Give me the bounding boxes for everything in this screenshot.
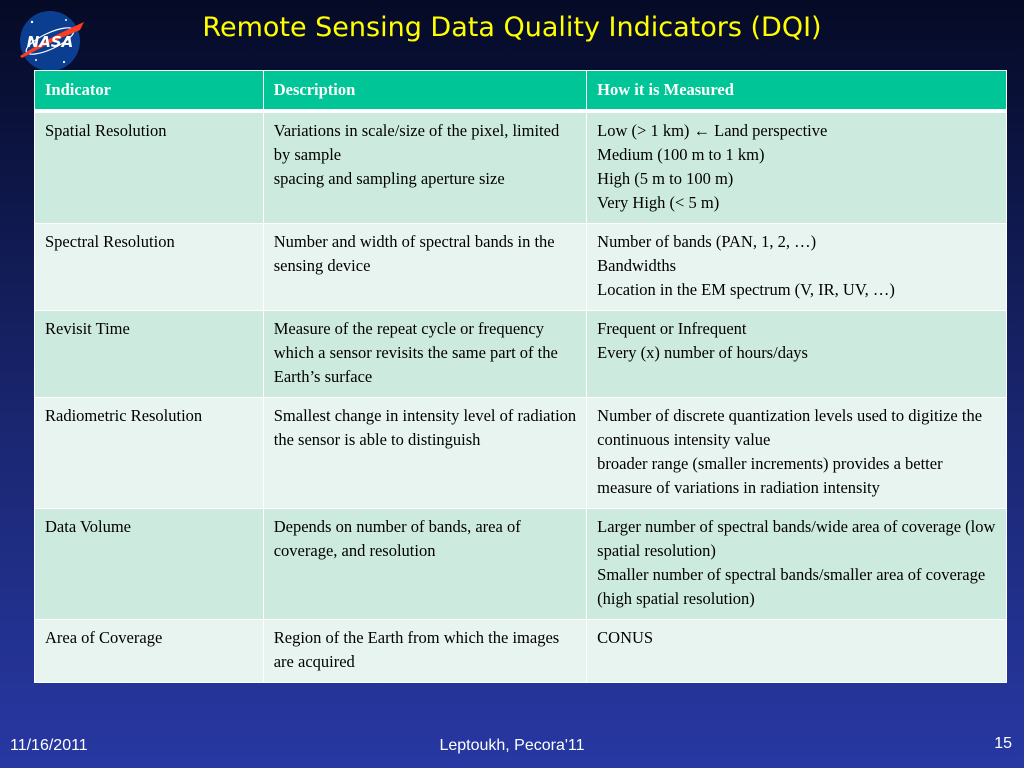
cell-description bbox=[263, 509, 586, 620]
cell-measured bbox=[587, 224, 1007, 311]
cell-measured bbox=[587, 111, 1007, 224]
cell-indicator: Data Volume bbox=[35, 509, 264, 620]
header-description: Description bbox=[263, 71, 586, 112]
footer-date: 11/16/2011 bbox=[10, 737, 88, 754]
cell-indicator: Revisit Time bbox=[35, 311, 264, 398]
cell-measured bbox=[587, 509, 1007, 620]
slide-number: 15 bbox=[994, 735, 1012, 752]
cell-measured bbox=[587, 311, 1007, 398]
table-row bbox=[35, 509, 1007, 620]
table-row bbox=[35, 620, 1007, 683]
measured-line: Number of bands (PAN, 1, 2, …) bbox=[597, 232, 817, 251]
cell-measured bbox=[587, 620, 1007, 683]
measured-line: Every (x) number of hours/days bbox=[597, 343, 808, 362]
measured-line: Number of discrete quantization levels used to digitize the continuous intensity value bbox=[597, 406, 983, 449]
measured-line: Very High (< 5 m) bbox=[597, 193, 720, 212]
cell-indicator: Spatial Resolution bbox=[35, 111, 264, 224]
measured-line: Larger number of spectral bands/wide area of coverage (low spatial resolution) bbox=[597, 517, 996, 560]
cell-measured bbox=[587, 398, 1007, 509]
slide-title: Remote Sensing Data Quality Indicators (DQI) bbox=[202, 12, 822, 43]
cell-indicator: Area of Coverage bbox=[35, 620, 264, 683]
description-line: Region of the Earth from which the images are acquired bbox=[273, 628, 560, 671]
measured-line: Frequent or Infrequent bbox=[597, 319, 747, 338]
measured-line: CONUS bbox=[597, 628, 654, 647]
table-row bbox=[35, 311, 1007, 398]
measured-line: Smaller number of spectral bands/smaller area of coverage (high spatial resolution) bbox=[597, 565, 986, 608]
cell-description bbox=[263, 111, 586, 224]
cell-description bbox=[263, 224, 586, 311]
table-row bbox=[35, 224, 1007, 311]
cell-indicator: Radiometric Resolution bbox=[35, 398, 264, 509]
description-line: Variations in scale/size of the pixel, limited by sample bbox=[273, 121, 560, 164]
table-header-row bbox=[35, 71, 1007, 112]
description-line: Measure of the repeat cycle or frequency which a sensor revisits the same part of the Earth’s surface bbox=[273, 319, 558, 386]
cell-indicator: Spectral Resolution bbox=[35, 224, 264, 311]
table-row bbox=[35, 111, 1007, 224]
description-line: Smallest change in intensity level of radiation the sensor is able to distinguish bbox=[273, 406, 577, 449]
cell-description bbox=[263, 311, 586, 398]
description-line: spacing and sampling aperture size bbox=[273, 169, 505, 188]
header-indicator: Indicator bbox=[35, 71, 264, 112]
footer-author: Leptoukh, Pecora'11 bbox=[439, 737, 585, 754]
measured-line: broader range (smaller increments) provides a better measure of variations in radiation intensity bbox=[597, 454, 943, 497]
description-line: Number and width of spectral bands in the sensing device bbox=[273, 232, 555, 275]
header-how-measured: How it is Measured bbox=[587, 71, 1007, 112]
cell-description bbox=[263, 620, 586, 683]
measured-line: Bandwidths bbox=[597, 256, 676, 275]
table-row bbox=[35, 398, 1007, 509]
dqi-table bbox=[34, 70, 1007, 683]
measured-line: Location in the EM spectrum (V, IR, UV, …) bbox=[597, 280, 895, 299]
description-line: Depends on number of bands, area of coverage, and resolution bbox=[273, 517, 521, 560]
measured-line: Medium (100 m to 1 km) bbox=[597, 145, 765, 164]
cell-description bbox=[263, 398, 586, 509]
measured-line: Low (> 1 km) ← Land perspective bbox=[597, 121, 828, 140]
measured-line: High (5 m to 100 m) bbox=[597, 169, 734, 188]
nasa-logo-text: NASA bbox=[26, 33, 74, 51]
